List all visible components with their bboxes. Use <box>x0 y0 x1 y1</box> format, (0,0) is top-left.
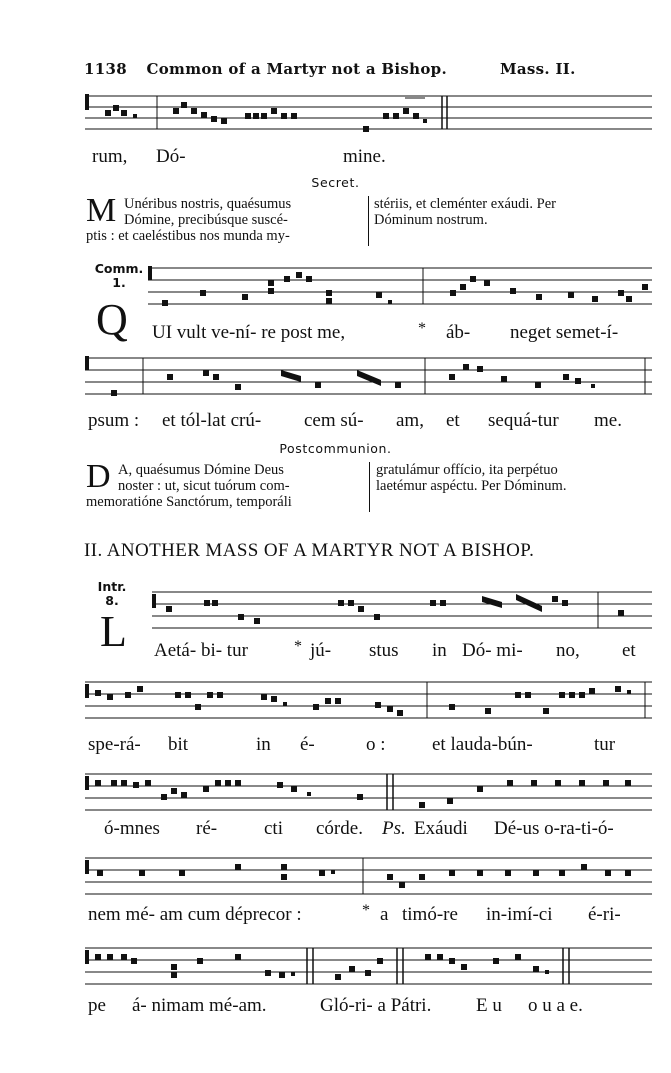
comm2-lyric-1: psum : <box>88 410 140 431</box>
comm2-lyric-4: am, <box>396 410 424 431</box>
postcomm-column-divider <box>369 462 370 512</box>
comm2-lyric-7: me. <box>594 410 622 431</box>
intr2-lyric-2: bit <box>168 734 189 755</box>
running-header <box>84 60 576 78</box>
communion-label <box>88 262 150 290</box>
intr4-lyric-3: timó-re <box>402 904 458 925</box>
music-staff-6 <box>85 768 652 820</box>
music-staff-2 <box>148 262 652 318</box>
intr5-lyric-3: Gló-ri- a Pátri. <box>320 995 432 1016</box>
staff-lines <box>152 586 652 638</box>
staff-lines <box>85 942 652 994</box>
staff1-lyric-3: mine. <box>343 146 386 167</box>
postcomm-col2-line2: laetémur aspéctu. Per Dóminum. <box>376 478 567 494</box>
communion-mode: 1. <box>112 275 126 290</box>
postcommunion-heading: Postcommunion. <box>279 441 392 456</box>
intr1-lyric-2: jú- <box>310 640 332 661</box>
staff-lines <box>85 852 652 908</box>
introit-label-text: Intr. <box>97 579 127 594</box>
comm-lyric-1: UI vult ve-ní- re post me, <box>152 322 346 343</box>
intr3-lyric-1: ó-mnes <box>104 818 160 839</box>
intr2-lyric-5: o : <box>366 734 386 755</box>
staff1-lyric-1: rum, <box>92 146 128 167</box>
intr4-lyric-4: in-imí-ci <box>486 904 553 925</box>
intr3-lyric-6: Dé-us o-ra-ti-ó- <box>494 818 614 839</box>
secret-heading: Secret. <box>311 175 360 190</box>
introit-label <box>88 580 136 608</box>
secret-col1-line3: ptis : et caeléstibus nos munda my- <box>86 228 290 244</box>
intr2-lyric-4: é- <box>300 734 315 755</box>
intr3-lyric-5: Exáudi <box>414 818 468 839</box>
header-mass: Mass. II. <box>500 60 576 78</box>
postcomm-col2-line1: gratulámur offício, ita perpétuo <box>376 462 558 478</box>
intr1-lyric-7: et <box>622 640 636 661</box>
intr2-lyric-3: in <box>256 734 271 755</box>
secret-col2-line2: Dóminum nostrum. <box>374 212 488 228</box>
intr4-asterisk: * <box>362 902 370 919</box>
comm2-lyric-3: cem sú- <box>304 410 364 431</box>
communion-initial: Q <box>96 295 128 344</box>
intr5-lyric-5: o u a e. <box>528 995 583 1016</box>
staff-lines <box>85 88 652 136</box>
communion-label-text: Comm. <box>94 261 144 276</box>
postcomm-col1-line2: noster : ut, sicut tuórum com- <box>118 478 290 494</box>
intr3-lyric-4: córde. <box>316 818 363 839</box>
music-staff-1 <box>85 88 652 136</box>
intr5-lyric-1: pe <box>88 995 106 1016</box>
intr4-lyric-1: nem mé- am cum déprecor : <box>88 904 302 925</box>
secret-col1-line1: Unéribus nostris, quaésumus <box>124 196 292 212</box>
comm-lyric-2: áb- <box>446 322 471 343</box>
music-staff-4 <box>152 586 652 638</box>
secret-col2-line1: stériis, et cleménter exáudi. Per <box>374 196 556 212</box>
comm2-lyric-2: et tól-lat crú- <box>162 410 262 431</box>
intr1-lyric-1: Aetá- bi- tur <box>154 640 248 661</box>
intr5-lyric-2: á- nimam mé-am. <box>132 995 267 1016</box>
secret-initial: M <box>86 192 117 229</box>
intr1-lyric-6: no, <box>556 640 580 661</box>
postcommunion-initial: D <box>86 458 111 495</box>
intr1-lyric-5: Dó- mi- <box>462 640 523 661</box>
section-title: II. ANOTHER MASS OF A MARTYR NOT A BISHOP. <box>84 540 535 561</box>
intr3-lyric-3: cti <box>264 818 283 839</box>
comm2-lyric-6: sequá-tur <box>488 410 559 431</box>
page-number: 1138 <box>84 60 127 78</box>
introit-mode: 8. <box>105 593 119 608</box>
staff-lines <box>85 676 652 732</box>
intr2-lyric-6: et lauda-bún- <box>432 734 533 755</box>
intr1-lyric-4: in <box>432 640 447 661</box>
secret-col1-line2: Dómine, precibúsque suscé- <box>124 212 288 228</box>
staff1-lyric-2: Dó- <box>156 146 186 167</box>
music-staff-5 <box>85 676 652 732</box>
comm-lyric-3: neget semet-í- <box>510 322 619 343</box>
intr5-lyric-4: E u <box>476 995 502 1016</box>
intr3-lyric-2: ré- <box>196 818 218 839</box>
comm2-lyric-5: et <box>446 410 460 431</box>
secret-column-divider <box>368 196 369 246</box>
staff-lines <box>85 768 652 820</box>
intr1-lyric-3: stus <box>369 640 399 661</box>
music-staff-8 <box>85 942 652 994</box>
intr2-lyric-7: tur <box>594 734 616 755</box>
postcomm-col1-line3: memoratióne Sanctórum, temporáli <box>86 494 292 510</box>
intr2-lyric-1: spe-rá- <box>88 734 141 755</box>
staff-lines <box>148 262 652 318</box>
introit-initial: L <box>100 607 127 656</box>
music-staff-3 <box>85 352 652 408</box>
header-title: Common of a Martyr not a Bishop. <box>146 60 447 78</box>
postcomm-col1-line1: A, quaésumus Dómine Deus <box>118 462 284 478</box>
intr1-asterisk: * <box>294 638 302 655</box>
music-staff-7 <box>85 852 652 908</box>
intr4-lyric-2: a <box>380 904 389 925</box>
comm-asterisk: * <box>418 320 426 337</box>
intr3-psalm-marker: Ps. <box>382 818 406 839</box>
intr4-lyric-5: é-ri- <box>588 904 621 925</box>
staff-lines <box>85 352 652 408</box>
